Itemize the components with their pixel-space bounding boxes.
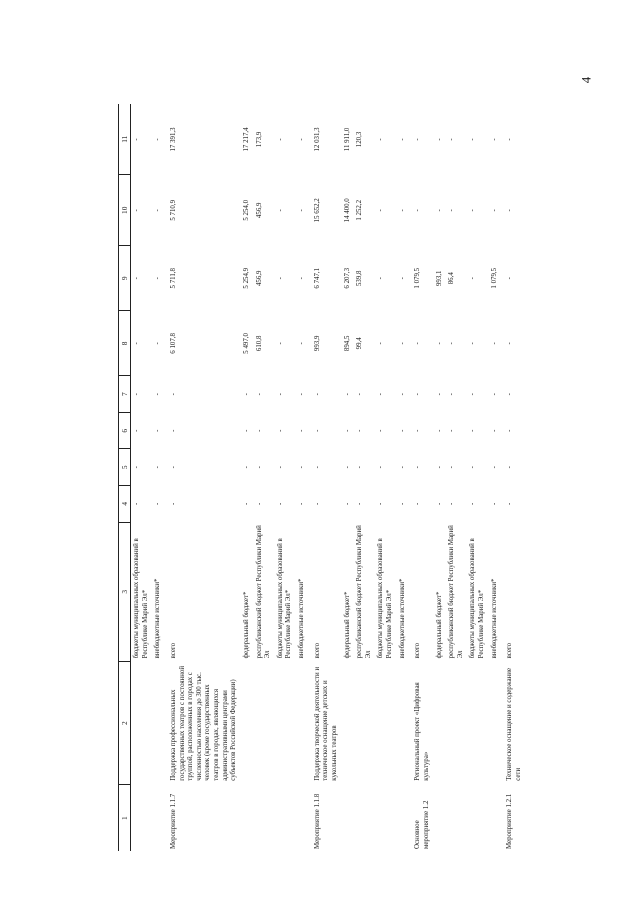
value-cell: - <box>154 209 162 212</box>
measure-code-cell <box>397 785 410 851</box>
measure-name-cell <box>375 661 396 784</box>
value-cell: 6 747,1 <box>313 267 321 289</box>
value-cell: - <box>276 277 284 280</box>
funding-source-cell: бюджеты муниципальных образований в Республике Марий Эл* <box>276 538 293 659</box>
value-cell: - <box>490 393 498 396</box>
value-cell: 456,9 <box>255 270 263 287</box>
table-row <box>275 104 296 851</box>
funding-source-cell: бюджеты муниципальных образований в Республике Марий Эл* <box>133 538 149 659</box>
header-cell: 11 <box>119 104 131 175</box>
value-cell: - <box>414 138 422 141</box>
value-cell: - <box>377 429 385 432</box>
header-cell: 6 <box>119 412 131 449</box>
value-cell: - <box>133 502 140 505</box>
table-row <box>501 104 525 851</box>
measure-code-cell <box>254 785 275 851</box>
measure-name-cell: Региональный проект «Цифровая культура» <box>414 682 430 781</box>
value-cell: - <box>490 466 498 469</box>
value-cell: - <box>276 466 284 469</box>
value-cell: - <box>343 429 351 432</box>
funding-source-cell: бюджеты муниципальных образований в Республике Марий Эл* <box>377 538 393 659</box>
value-cell: - <box>356 393 364 396</box>
value-cell: 539,8 <box>356 270 364 287</box>
value-cell: - <box>242 466 250 469</box>
value-cell: 17 217,4 <box>242 127 250 152</box>
value-cell: - <box>154 466 162 469</box>
value-cell: - <box>398 342 406 345</box>
table-row <box>467 104 488 851</box>
value-cell: - <box>298 502 305 505</box>
value-cell: - <box>377 209 385 212</box>
value-cell: - <box>377 502 385 505</box>
value-cell: - <box>356 466 364 469</box>
value-cell: - <box>506 393 514 396</box>
table-row <box>446 104 467 851</box>
measure-name-cell <box>152 661 165 784</box>
value-cell: - <box>414 466 422 469</box>
measure-code-cell: Мероприятие 1.1.7 <box>169 793 177 849</box>
measure-code-cell <box>354 785 375 851</box>
value-cell: 120,3 <box>356 131 364 148</box>
funding-source-cell: федеральный бюджет* <box>343 591 351 659</box>
funding-source-cell: всего <box>169 642 177 659</box>
value-cell: 6 107,8 <box>169 333 177 354</box>
value-cell: - <box>169 466 177 469</box>
value-cell: - <box>506 342 514 345</box>
table-row <box>397 104 410 851</box>
value-cell: - <box>276 393 284 396</box>
measure-code-cell <box>131 785 153 851</box>
value-cell: 5 710,9 <box>169 199 177 221</box>
value-cell: - <box>133 277 140 280</box>
value-cell: 6 207,3 <box>343 267 351 289</box>
value-cell: - <box>255 393 263 396</box>
header-cell: 7 <box>119 376 131 413</box>
table-row <box>241 104 254 851</box>
value-cell: - <box>398 466 406 469</box>
value-cell: - <box>377 393 385 396</box>
value-cell: - <box>414 429 422 432</box>
value-cell: 5 254,0 <box>242 199 250 221</box>
table-row <box>165 104 241 851</box>
value-cell: - <box>506 209 514 212</box>
table-row <box>489 104 502 851</box>
value-cell: 11 911,0 <box>343 127 351 152</box>
measure-name-cell <box>434 661 447 784</box>
value-cell: - <box>298 429 305 432</box>
funding-source-cell: внебюджетные источники* <box>154 578 162 659</box>
value-cell: - <box>169 429 177 432</box>
value-cell: - <box>276 342 284 345</box>
measure-name-cell <box>342 661 355 784</box>
measure-code-cell <box>375 785 396 851</box>
value-cell: - <box>298 466 305 469</box>
value-cell: - <box>133 393 140 396</box>
header-cell: 8 <box>119 311 131 376</box>
header-cell: 5 <box>119 449 131 486</box>
measure-code-cell <box>275 785 296 851</box>
value-cell: - <box>398 277 406 280</box>
value-cell: - <box>276 209 284 212</box>
table-row <box>131 104 153 851</box>
value-cell: - <box>398 393 406 396</box>
header-cell: 1 <box>119 785 131 851</box>
value-cell: - <box>448 393 456 396</box>
value-cell: - <box>398 209 406 212</box>
measure-name-cell: Поддержка профессиональных государственных театров с постоянной труппой, расположенных в городах с численностью населения до 300 тыс. человек (кроме государственных театров в городах, являющихся административными центрами субъектов Российской Федерации) <box>169 665 238 781</box>
value-cell: 894,5 <box>343 335 351 352</box>
value-cell: - <box>448 342 456 345</box>
value-cell: - <box>398 502 406 505</box>
header-cell: 2 <box>119 661 131 784</box>
header-cell: 4 <box>119 486 131 523</box>
value-cell: - <box>133 342 140 345</box>
value-cell: - <box>506 429 514 432</box>
table-row <box>375 104 396 851</box>
value-cell: - <box>469 466 477 469</box>
value-cell: 12 031,3 <box>313 127 321 152</box>
value-cell: - <box>313 429 321 432</box>
measure-name-cell <box>354 661 375 784</box>
measure-name-cell <box>254 661 275 784</box>
value-cell: 15 652,2 <box>313 198 321 223</box>
value-cell: 86,4 <box>448 272 456 285</box>
value-cell: - <box>298 209 305 212</box>
header-cell: 3 <box>119 522 131 661</box>
measure-code-cell <box>241 785 254 851</box>
measure-code-cell <box>152 785 165 851</box>
value-cell: - <box>343 393 351 396</box>
value-cell: 5 711,8 <box>169 268 177 289</box>
value-cell: - <box>414 393 422 396</box>
header-row <box>119 104 131 851</box>
measure-code-cell: Мероприятие 1.1.8 <box>313 793 321 849</box>
value-cell: - <box>469 393 477 396</box>
value-cell: 456,9 <box>255 202 263 219</box>
value-cell: - <box>356 429 364 432</box>
measure-name-cell <box>467 661 488 784</box>
table-row <box>409 104 433 851</box>
measure-code-cell <box>434 785 447 851</box>
value-cell: - <box>448 138 456 141</box>
value-cell: - <box>490 138 498 141</box>
funding-source-cell: федеральный бюджет* <box>435 591 443 659</box>
value-cell: - <box>169 502 177 505</box>
funding-source-cell: внебюджетные источники* <box>398 578 406 659</box>
value-cell: 17 391,3 <box>169 127 177 152</box>
value-cell: - <box>377 138 385 141</box>
value-cell: - <box>435 342 443 345</box>
header-cell: 10 <box>119 175 131 246</box>
funding-source-cell: бюджеты муниципальных образований в Республике Марий Эл* <box>469 538 485 659</box>
table-row <box>152 104 165 851</box>
budget-table <box>118 104 526 851</box>
value-cell: - <box>490 342 498 345</box>
value-cell: - <box>469 502 477 505</box>
value-cell: - <box>448 209 456 212</box>
value-cell: - <box>298 342 305 345</box>
measure-code-cell <box>446 785 467 851</box>
value-cell: - <box>276 502 284 505</box>
table-row <box>254 104 275 851</box>
value-cell: - <box>414 209 422 212</box>
value-cell: - <box>506 502 514 505</box>
budget-table-sheet <box>118 104 539 851</box>
table-body <box>131 104 526 851</box>
measure-name-cell <box>397 661 410 784</box>
value-cell: - <box>435 502 443 505</box>
measure-name-cell <box>489 661 502 784</box>
measure-name-cell <box>275 661 296 784</box>
funding-source-cell: всего <box>313 642 321 659</box>
measure-code-cell <box>489 785 502 851</box>
value-cell: - <box>414 342 422 345</box>
value-cell: - <box>469 209 477 212</box>
value-cell: - <box>469 277 477 280</box>
funding-source-cell: внебюджетные источники* <box>298 578 305 659</box>
value-cell: - <box>154 502 162 505</box>
value-cell: - <box>276 429 284 432</box>
measure-name-cell <box>296 661 309 784</box>
measure-code-cell <box>467 785 488 851</box>
funding-source-cell: республиканский бюджет Республики Марий Эл <box>448 525 464 659</box>
measure-name-cell: Техническое оснащение и содержание сети <box>506 668 522 781</box>
value-cell: - <box>435 138 443 141</box>
value-cell: - <box>133 429 140 432</box>
table-row <box>296 104 309 851</box>
value-cell: - <box>133 466 140 469</box>
value-cell: - <box>490 429 498 432</box>
value-cell: 14 400,0 <box>343 198 351 223</box>
value-cell: - <box>435 393 443 396</box>
header-cell: 9 <box>119 246 131 311</box>
value-cell: - <box>313 466 321 469</box>
table-row <box>342 104 355 851</box>
funding-source-cell: всего <box>506 642 514 659</box>
value-cell: - <box>298 138 305 141</box>
value-cell: - <box>398 429 406 432</box>
value-cell: - <box>255 502 263 505</box>
value-cell: - <box>343 502 351 505</box>
measure-name-cell <box>241 661 254 784</box>
measure-code-cell: Мероприятие 1.2.1 <box>506 793 514 849</box>
measure-name-cell <box>446 661 467 784</box>
funding-source-cell: федеральный бюджет* <box>242 591 250 659</box>
value-cell: - <box>448 429 456 432</box>
value-cell: 173,9 <box>255 131 263 148</box>
value-cell: 610,8 <box>255 335 263 352</box>
value-cell: - <box>435 209 443 212</box>
value-cell: - <box>255 429 263 432</box>
value-cell: - <box>154 429 162 432</box>
value-cell: - <box>448 466 456 469</box>
value-cell: 99,4 <box>356 337 364 350</box>
value-cell: - <box>133 209 140 212</box>
value-cell: - <box>169 393 177 396</box>
value-cell: - <box>242 393 250 396</box>
value-cell: - <box>313 502 321 505</box>
value-cell: - <box>377 277 385 280</box>
value-cell: - <box>377 342 385 345</box>
value-cell: - <box>154 342 162 345</box>
value-cell: - <box>255 466 263 469</box>
value-cell: - <box>435 429 443 432</box>
funding-source-cell: республиканский бюджет Республики Марий Эл <box>356 525 372 659</box>
value-cell: - <box>133 138 140 141</box>
value-cell: 5 497,0 <box>242 333 250 354</box>
value-cell: - <box>414 502 422 505</box>
table-row <box>434 104 447 851</box>
value-cell: 1 252,2 <box>356 199 364 221</box>
value-cell: - <box>506 277 514 280</box>
value-cell: 993,9 <box>313 335 321 352</box>
value-cell: - <box>356 502 364 505</box>
value-cell: - <box>154 277 162 280</box>
page-number: 4 <box>578 76 594 84</box>
table-row <box>354 104 375 851</box>
measure-name-cell <box>131 661 153 784</box>
value-cell: - <box>506 466 514 469</box>
value-cell: - <box>435 466 443 469</box>
value-cell: - <box>469 342 477 345</box>
value-cell: - <box>490 209 498 212</box>
value-cell: - <box>154 393 162 396</box>
value-cell: - <box>469 429 477 432</box>
value-cell: - <box>242 429 250 432</box>
value-cell: 1 079,5 <box>414 267 422 289</box>
value-cell: - <box>490 502 498 505</box>
value-cell: 1 079,5 <box>490 267 498 289</box>
value-cell: - <box>469 138 477 141</box>
value-cell: - <box>343 466 351 469</box>
measure-code-cell <box>342 785 355 851</box>
measure-code-cell <box>296 785 309 851</box>
value-cell: - <box>276 138 284 141</box>
measure-code-cell: Основное мероприятие 1.2 <box>414 800 430 849</box>
funding-source-cell: всего <box>414 642 422 659</box>
value-cell: - <box>398 138 406 141</box>
value-cell: - <box>448 502 456 505</box>
value-cell: - <box>298 277 305 280</box>
value-cell: 993,1 <box>435 270 443 287</box>
measure-name-cell: Поддержка творческой деятельности и техническое оснащение детских и кукольных театров <box>313 666 338 781</box>
table-row <box>309 104 342 851</box>
value-cell: - <box>154 138 162 141</box>
value-cell: 5 254,9 <box>242 267 250 289</box>
funding-source-cell: внебюджетные источники* <box>490 578 498 659</box>
value-cell: - <box>313 393 321 396</box>
value-cell: - <box>298 393 305 396</box>
funding-source-cell: республиканский бюджет Республики Марий Эл <box>255 525 272 659</box>
value-cell: - <box>506 138 514 141</box>
value-cell: - <box>377 466 385 469</box>
value-cell: - <box>242 502 250 505</box>
